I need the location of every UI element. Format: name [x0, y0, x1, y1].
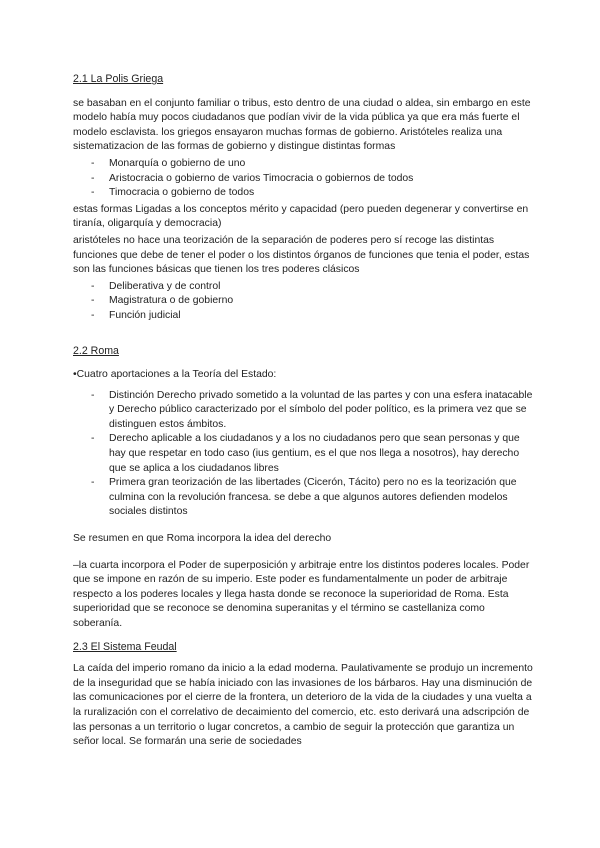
- list-item: - Derecho aplicable a los ciudadanos y a los no ciudadanos pero que sean personas y que hay que respetar en todo caso (ius gentium, es el que nos llega a nosotros), hay derecho que se aplica a los ciudadanos libres: [73, 432, 533, 476]
- section-heading-roma: 2.2 Roma: [73, 344, 119, 357]
- paragraph: •Cuatro aportaciones a la Teoría del Estado:: [73, 369, 277, 381]
- paragraph: Se resumen en que Roma incorpora la idea del derecho: [73, 533, 332, 545]
- paragraph: La caída del imperio romano da inicio a la edad moderna. Paulativamente se produjo un incremento de la inseguridad que se había iniciado con las invasiones de los bárbaros. Hay una disminución de las comunicaciones por el cierre de la frontera, un deterioro de la vida de la ciudades y una vuelta a la ruralización con el correlativo de decaimiento del comercio, etc. esto derivará una adscripción de las personas a un territorio o lugar concretos, a cambio de seguir la protección que garantiza un señor local. Se formarán una serie de sociedades: [73, 663, 533, 748]
- list-item: - Distinción Derecho privado sometido a la voluntad de las partes y con una esfera inatacable y Derecho público caracterizado por el símbolo del poder político, es la primera vez que se distinguen estos ámbitos.: [73, 389, 533, 433]
- bullet-list: [73, 280, 533, 324]
- list-item: - Deliberativa y de control: [73, 280, 533, 295]
- paragraph: –la cuarta incorpora el Poder de superposición y arbitraje entre los distintos poderes locales. Poder que se impone en razón de su imperio. Este poder es fundamentalmente un poder de arbitraje respecto a los poderes locales y llega hasta donde se reconoce la superioridad de Roma. Esta superioridad que se reconoce se denomina superanitas y el término se castellaniza como soberanía.: [73, 559, 530, 629]
- paragraph: se basaban en el conjunto familiar o tribus, esto dentro de una ciudad o aldea, sin embargo en este modelo había muy pocos ciudadanos que podían vivir de la vida pública ya que era más fuerte el modelo esclavista. los griegos ensayaron muchas formas de gobierno. Aristóteles realiza una sistematizacion de las formas de gobierno y distingue distintas formas: [73, 97, 531, 153]
- paragraph: aristóteles no hace una teorización de la separación de poderes pero sí recoge las distintas funciones que debe de tener el poder o los distintos órganos de funciones que tenia el poder, estas son las funciones básicas que tienen los tres poderes clásicos: [73, 234, 530, 276]
- list-item: - Función judicial: [73, 309, 533, 324]
- list-item: - Timocracia o gobierno de todos: [73, 186, 533, 201]
- list-item: - Primera gran teorización de las libertades (Cicerón, Tácito) pero no es la teorización que culmina con la revolución francesa. se debe a que algunos autores defienden modelos sociales distintos: [73, 476, 533, 520]
- list-item: - Aristocracia o gobierno de varios Timocracia o gobiernos de todos: [73, 172, 533, 187]
- list-item: - Magistratura o de gobierno: [73, 294, 533, 309]
- bullet-list: [73, 389, 533, 520]
- list-item: - Monarquía o gobierno de uno: [73, 157, 533, 172]
- paragraph: estas formas Ligadas a los conceptos mérito y capacidad (pero pueden degenerar y convertirse en tiranía, oligarquía y democracia): [73, 203, 529, 230]
- section-heading-polis: 2.1 La Polis Griega: [73, 73, 164, 85]
- bullet-list: [73, 157, 533, 201]
- section-heading-feudal: 2.3 El Sistema Feudal: [73, 640, 177, 653]
- document-body: [73, 72, 533, 752]
